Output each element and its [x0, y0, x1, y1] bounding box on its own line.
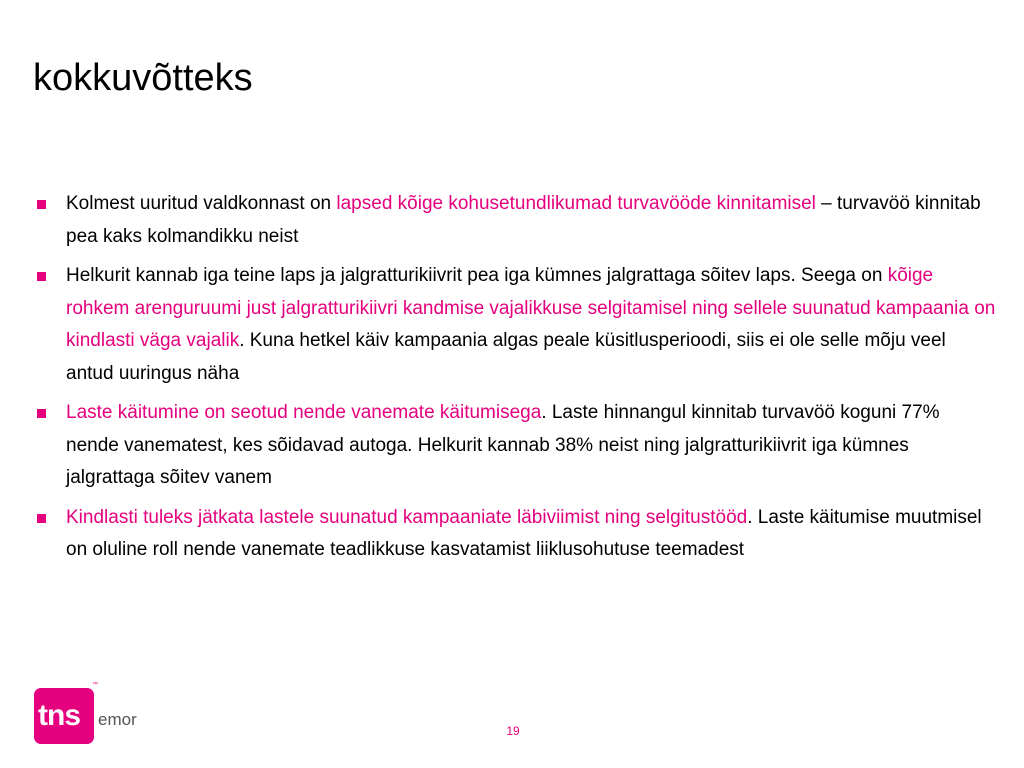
- bullet-highlight-text: kõige rohkem arenguruumi just jalgratturikiivri kandmise vajalikkuse selgitamisel ning sellele suunatud kampaania on kindlasti väga vajalik: [66, 265, 996, 351]
- bullet-item: [37, 260, 997, 390]
- bullet-list: [37, 188, 997, 574]
- bullet-text: Kolmest uuritud valdkonnast on: [66, 193, 337, 214]
- page-number: 19: [506, 724, 520, 738]
- bullet-highlight-text: lapsed kõige kohusetundlikumad turvavööde kinnitamisel: [336, 193, 816, 214]
- bullet-text: Helkurit kannab iga teine laps ja jalgratturikiivrit pea iga kümnes jalgrattaga sõitev laps. Seega on: [66, 265, 888, 286]
- trademark-symbol: ™: [92, 682, 98, 688]
- square-bullet-icon: [37, 409, 46, 418]
- bullet-highlight-text: Kindlasti tuleks jätkata lastele suunatud kampaaniate läbiviimist ning selgitustööd: [66, 506, 748, 528]
- square-bullet-icon: [37, 200, 46, 209]
- slide-title: kokkuvõtteks: [33, 57, 253, 99]
- logo-mark: [34, 688, 94, 744]
- square-bullet-icon: [37, 514, 46, 523]
- bullet-text: . Kuna hetkel käiv kampaania algas peale küsitlusperioodi, siis ei ole selle mõju veel antud uuringus näha: [66, 330, 946, 384]
- bullet-text: – turvavöö kinnitab pea kaks kolmandikku neist: [66, 193, 981, 247]
- bullet-highlight-text: Laste käitumine on seotud nende vanemate käitumisega: [66, 402, 542, 423]
- bullet-item: [37, 397, 997, 495]
- bullet-item: [37, 502, 997, 567]
- tns-emor-logo: [34, 684, 154, 746]
- bullet-text: . Laste hinnangul kinnitab turvavöö koguni 77% nende vanematest, kes sõidavad autoga. Helkurit kannab 38% neist ning jalgratturikiivrit iga kümnes jalgrattaga sõitev vanem: [66, 402, 940, 488]
- logo-name: emor: [98, 710, 137, 729]
- square-bullet-icon: [37, 272, 46, 281]
- logo-mark-text: tns: [38, 699, 80, 732]
- bullet-text: . Laste käitumise muutmisel on oluline roll nende vanemate teadlikkuse kasvatamist liiklusohutuse teemadest: [66, 506, 982, 560]
- bullet-item: [37, 188, 997, 253]
